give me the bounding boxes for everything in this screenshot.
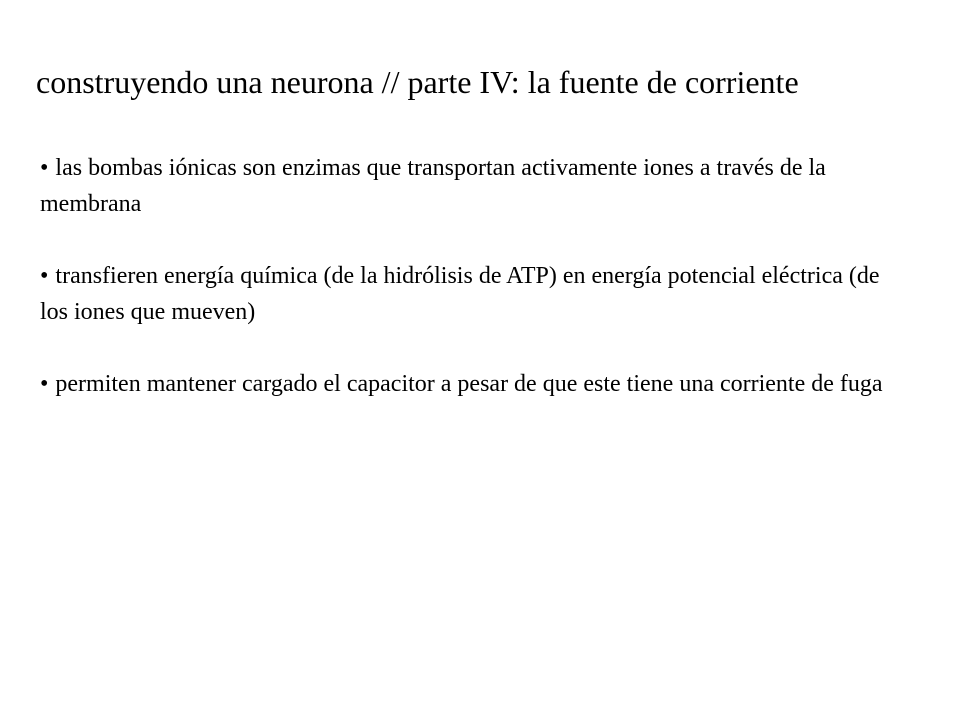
bullet-list <box>40 150 900 402</box>
bullet-item <box>40 150 900 222</box>
bullet-text: las bombas iónicas son enzimas que transportan activamente iones a través de la membrana <box>40 155 826 217</box>
slide-title: construyendo una neurona // parte IV: la fuente de corriente <box>36 64 799 100</box>
bullet-item <box>40 258 900 330</box>
bullet-dot: • <box>40 263 49 289</box>
bullet-text: transfieren energía química (de la hidrólisis de ATP) en energía potencial eléctrica (de los iones que mueven) <box>40 263 880 325</box>
bullet-dot: • <box>40 371 49 397</box>
bullet-text: permiten mantener cargado el capacitor a pesar de que este tiene una corriente de fuga <box>55 371 883 397</box>
bullet-dot: • <box>40 155 49 181</box>
bullet-item <box>40 366 900 402</box>
